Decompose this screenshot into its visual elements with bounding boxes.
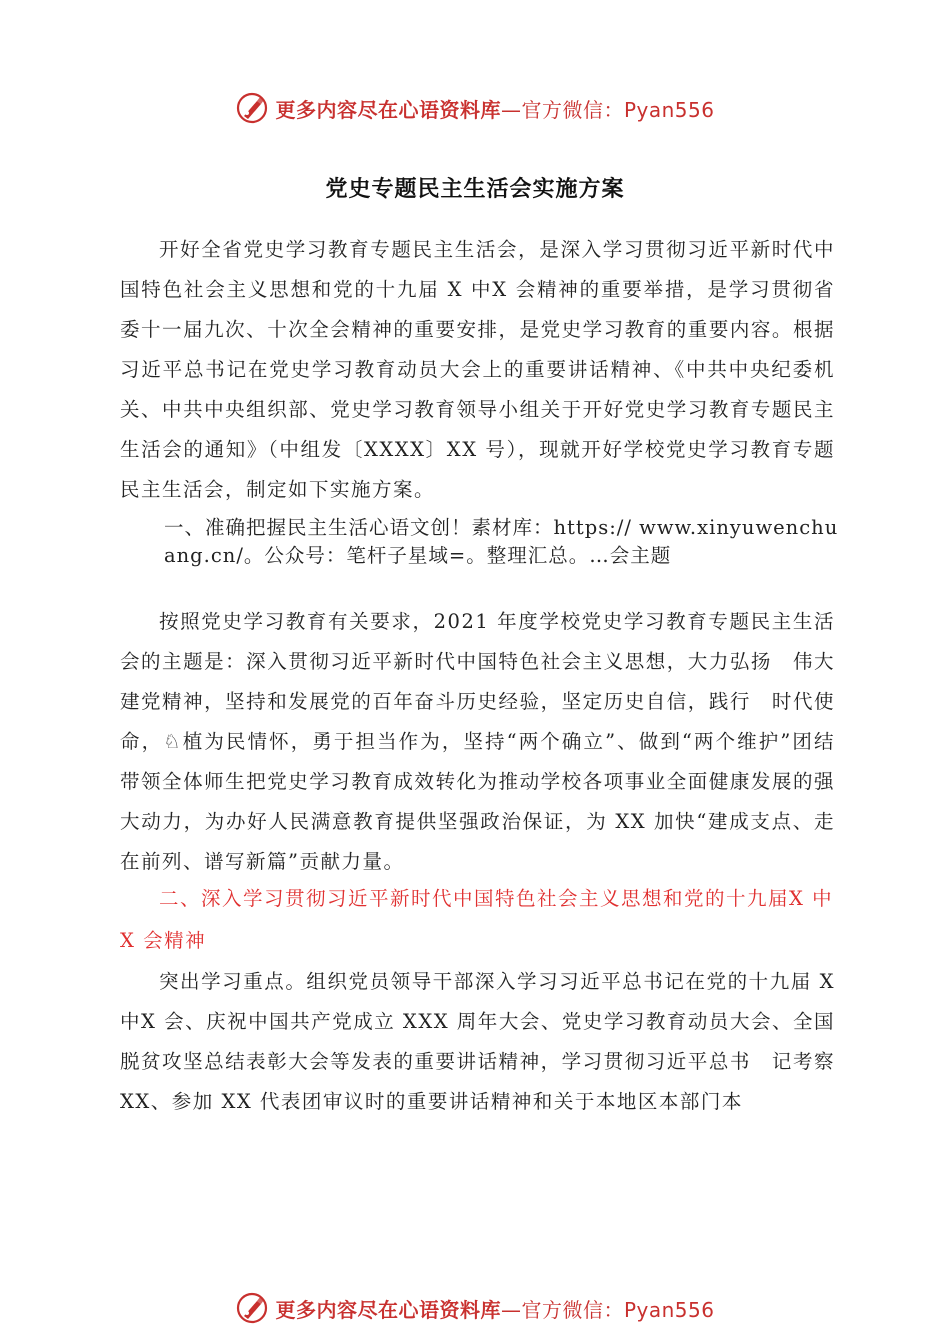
study-focus-paragraph: 突出学习重点。组织党员领导干部深入学习习近平总书记在党的十九届 X 中X 会、庆祝中国共产党成立 XXX 周年大会、党史学习教育动员大会、全国脱贫攻坚总结表彰大会等发表的重要讲话精神，学习贯彻习近平总书 记考察 XX、参加 XX 代表团审议时的重要讲话精神和关于本地区本部门本: [120, 970, 835, 1113]
footer-watermark: [0, 1286, 950, 1330]
section-heading-2: 二、深入学习贯彻习近平新时代中国特色社会主义思想和党的十九届X 中X 会精神: [120, 887, 834, 952]
watermark-separator: —: [500, 97, 522, 122]
document-title: 党史专题民主生活会实施方案: [325, 176, 625, 202]
pen-logo-icon: [235, 91, 269, 125]
watermark-wechat-text: 官方微信：Pyan556: [521, 97, 715, 122]
watermark-wechat-text: 官方微信：Pyan556: [521, 1297, 715, 1322]
header-watermark: [0, 86, 950, 130]
theme-paragraph: 按照党史学习教育有关要求，2021 年度学校党史学习教育专题民主生活会的主题是：深入贯彻习近平新时代中国特色社会主义思想，大力弘扬 伟大建党精神，坚持和发展党的百年奋斗历史经验，坚定历史自信，践行 时代使命，♘植为民情怀，勇于担当作为，坚持“两个确立”、做到“两个维护”团结带领全体师生把党史学习教育成效转化为推动学校各项事业全面健康发展的强大动力，为办好人民满意教育提供坚强政治保证，为 XX 加快“建成支点、走在前列、谱写新篇”贡献力量。: [120, 610, 835, 873]
pen-logo-icon: [235, 1291, 269, 1325]
intro-paragraph: 开好全省党史学习教育专题民主生活会，是深入学习贯彻习近平新时代中国特色社会主义思想和党的十九届 X 中X 会精神的重要举措，是学习贯彻省委十一届九次、十次全会精神的重要安排，是党史学习教育的重要内容。根据习近平总书记在党史学习教育动员大会上的重要讲话精神、《中共中央纪委机关、中共中央组织部、党史学习教育领导小组关于开好党史学习教育专题民主生活会的通知》（中组发〔XXXX〕XX 号），现就开好学校党史学习教育专题民主生活会，制定如下实施方案。: [120, 238, 835, 501]
watermark-brand-text: 更多内容尽在心语资料库: [275, 1297, 501, 1322]
watermark-separator: —: [500, 1297, 522, 1322]
section-heading-1: 一、准确把握民主生活心语文创！素材库：https:// www.xinyuwenchuang.cn/。公众号：笔杆子星域=。整理汇总。…会主题: [164, 516, 839, 567]
watermark-brand-text: 更多内容尽在心语资料库: [275, 97, 501, 122]
